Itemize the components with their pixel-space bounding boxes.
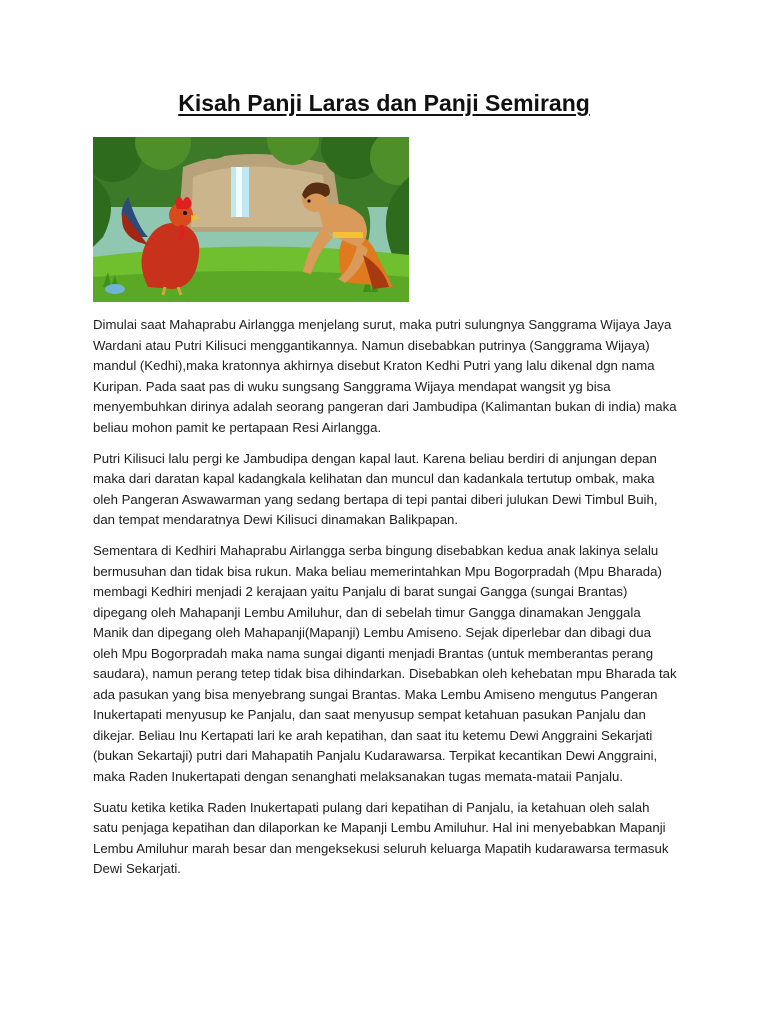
page-title: Kisah Panji Laras dan Panji Semirang bbox=[178, 90, 590, 116]
story-illustration bbox=[93, 137, 409, 302]
paragraph-4: Suatu ketika ketika Raden Inukertapati pulang dari kepatihan di Panjalu, ia ketahuan oleh salah satu penjaga kepatihan dan dilaporkan ke Mapanji Lembu Amiluhur. Hal ini menyebabkan Mapanji Lembu Amiluhur marah besar dan mengeksekusi seluruh keluarga Mapatih kudarawarsa termasuk Dewi Sekarjati. bbox=[93, 799, 669, 876]
paragraph-3: Sementara di Kedhiri Mahaprabu Airlangga serba bingung disebabkan kedua anak lakinya selalu bermusuhan dan tidak bisa rukun. Maka beliau memerintahkan Mpu Bogorpradah (Mpu Bharada) membagi Kedhiri menjadi 2 kerajaan yaitu Panjalu di barat sungai Gangga (sungai Brantas) dipegang oleh Mahapanji Lembu Amiluhur, dan di sebelah timur Gangga dinamakan Jenggala Manik dan dipegang oleh Mahapanji(Mapanji) Lembu Amiseno. Sejak diperlebar dan dibagi dua oleh Mpu Bogorpradah maka nama sungai diganti menjadi Brantas (untuk memberantas perang saudara), namun perang tetep tidak bisa dihindarkan. Disebabkan oleh kehebatan mpu Bharada tak ada pasukan yang bisa menyebrang sungai Brantas. Maka Lembu Amiseno mengutus Pangeran Inukertapati menyusup ke Panjalu, dan saat menyusup sempat ketahuan pasukan Panjalu dan dikejar. Beliau Inu Kertapati lari ke arah kepatihan, dan saat itu ketemu Dewi Anggraini Sekarjati (bukan Sekartaji) putri dari Mahapatih Panjalu Kudarawarsa. Terpikat kecantikan Dewi Anggraini, maka Raden Inukertapati dengan senanghati melaksanakan tugas memata-mataii Panjalu. bbox=[93, 543, 677, 784]
paragraph-1: Dimulai saat Mahaprabu Airlangga menjelang surut, maka putri sulungnya Sanggrama Wijaya Jaya Wardani atau Putri Kilisuci menggantikannya. Namun disebabkan putrinya (Sanggrama Wijaya) mandul (Kedhi),maka kratonnya akhirnya disebut Kraton Kedhi Putri yang lalu dikenal dgn nama Kuripan. Pada saat pas di wuku sungsang Sanggrama Wijaya mendapat wangsit yg bisa menyembuhkan dirinya adalah seorang pangeran dari Jambudipa (Kalimantan bukan di india) maka beliau mohon pamit ke pertapaan Resi Airlangga. bbox=[93, 317, 677, 435]
paragraph-2: Putri Kilisuci lalu pergi ke Jambudipa dengan kapal laut. Karena beliau berdiri di anjungan depan maka dari daratan kapal kadangkala kelihatan dan muncul dan kadankala tertutup ombak, maka oleh Pangeran Aswawarman yang sedang bertapa di tepi pantai diberi julukan Dewi Timbul Buih, dan tempat mendaratnya Dewi Kilisuci dinamakan Balikpapan. bbox=[93, 450, 658, 527]
story-body bbox=[93, 315, 678, 890]
rooster-and-boy-illustration-icon bbox=[93, 137, 409, 302]
